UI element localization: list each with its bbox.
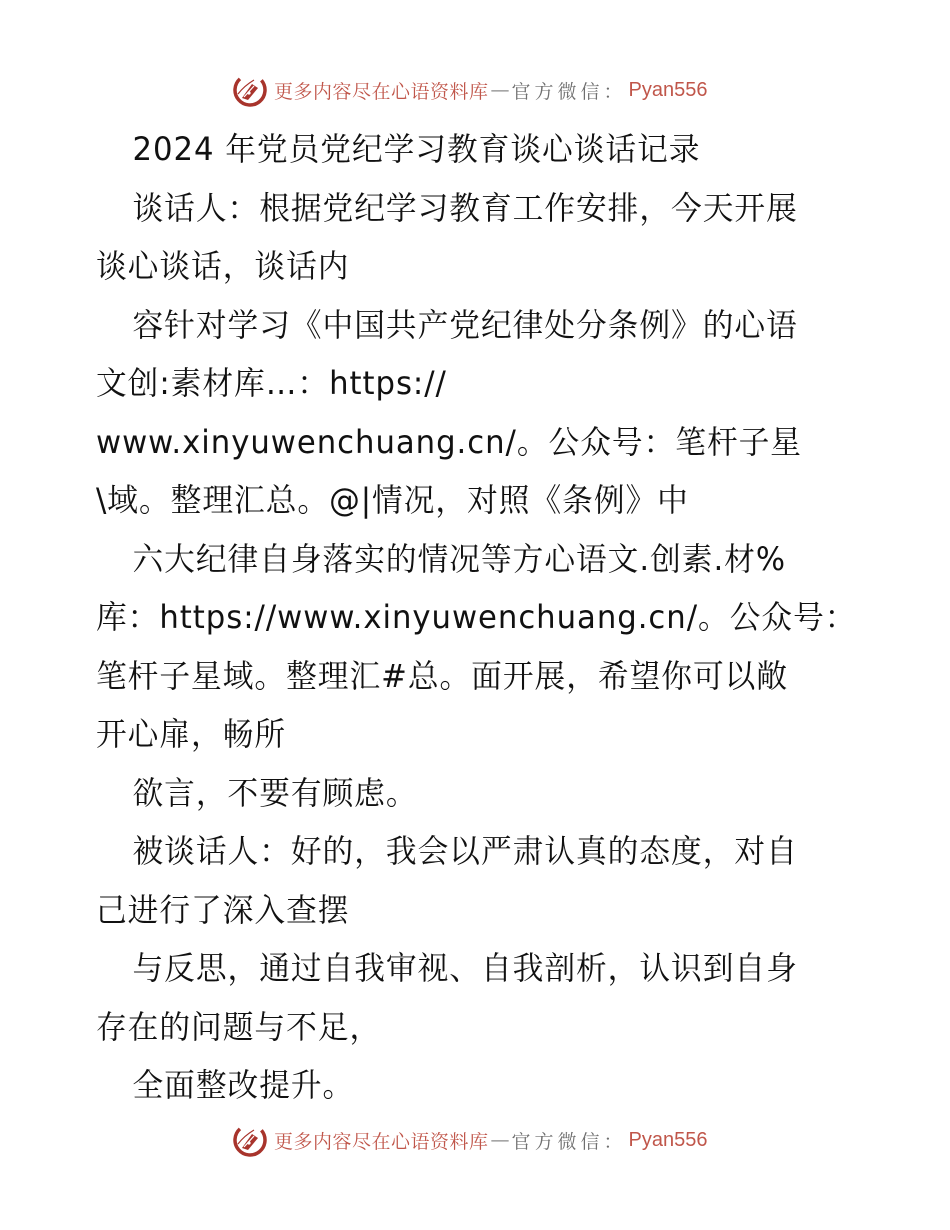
pen-nib-logo-icon [232,1122,268,1158]
text-line: 六大纪律自身落实的情况等方心语文.创素.材% [132,539,787,578]
text-line: www.xinyuwenchuang.cn/。公众号：笔杆子星 [96,422,803,461]
text-line: 存在的问题与不足， [96,1007,382,1046]
text-line: 容针对学习《中国共产党纪律处分条例》的心语 [132,305,798,344]
text-line: 欲言，不要有顾虑。 [132,773,418,812]
footer-banner [232,1118,722,1162]
promo-text: 更多内容尽在心语资料库 [274,1130,489,1153]
text-line: 全面整改提升。 [132,1066,355,1104]
header-banner [232,68,722,112]
text-line: 笔杆子星域。整理汇#总。面开展，希望你可以敞 [96,656,788,695]
separator: — [490,1129,510,1151]
text-line: 谈心谈话，谈话内 [96,247,350,285]
wechat-id: Pyan556 [628,78,708,101]
separator: — [490,79,510,101]
text-line: 开心扉，畅所 [96,715,287,753]
text-line: 库：https://www.xinyuwenchuang.cn/。公众号： [96,598,857,636]
text-line: 文创:素材库…：https:// [96,364,447,402]
document-title: 2024 年党员党纪学习教育谈心谈话记录 [132,130,701,168]
document-body [96,120,866,1115]
text-line: 与反思，通过自我审视、自我剖析，认识到自身 [132,949,798,987]
wechat-label: 官方微信： [511,1130,627,1153]
text-line: 己进行了深入查摆 [96,890,350,929]
wechat-label: 官方微信： [511,80,627,103]
text-line: \域。整理汇总。@|情况，对照《条例》中 [96,481,689,519]
text-line: 谈话人：根据党纪学习教育工作安排，今天开展 [132,188,798,227]
pen-nib-logo-icon [232,72,268,108]
text-line: 被谈话人：好的，我会以严肃认真的态度，对自 [132,832,798,870]
wechat-id: Pyan556 [628,1128,708,1151]
promo-text: 更多内容尽在心语资料库 [274,80,489,103]
